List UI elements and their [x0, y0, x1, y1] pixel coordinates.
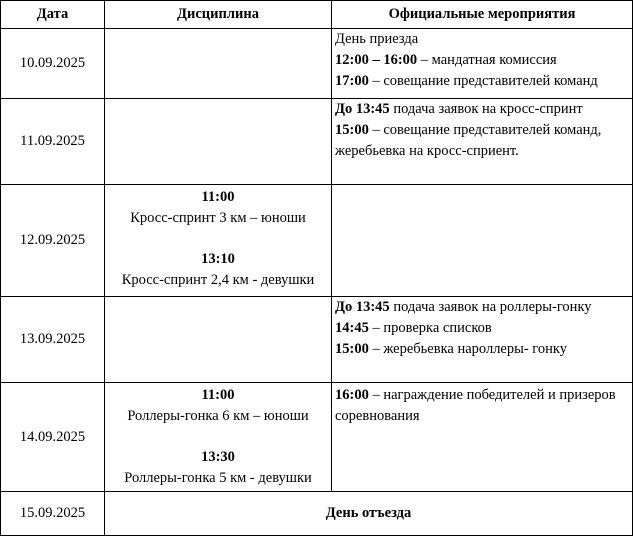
event-line: 17:00 – совещание представителей команд [335, 73, 598, 89]
event-time: 15:00 [335, 341, 369, 357]
event-time: 17:00 [335, 73, 369, 89]
departure-cell: День отъезда [105, 492, 633, 536]
header-date: Дата [1, 1, 105, 29]
discipline-name: Роллеры-гонка 5 км - девушки [124, 470, 312, 486]
table-row [1, 99, 633, 185]
discipline-time: 13:30 [201, 449, 235, 465]
header-row [1, 1, 633, 29]
discipline-time: 13:10 [201, 251, 235, 267]
date-cell: 14.09.2025 [1, 383, 105, 492]
discipline-time: 11:00 [201, 387, 235, 403]
event-time: 14:45 [335, 320, 369, 336]
table-row [1, 185, 633, 297]
events-cell [332, 29, 633, 99]
events-cell [332, 383, 633, 492]
event-line: 12:00 – 16:00 – мандатная комиссия [335, 52, 557, 68]
event-time: 16:00 [335, 387, 369, 403]
date-cell: 10.09.2025 [1, 29, 105, 99]
event-line: 14:45 – проверка списков [335, 320, 492, 336]
events-cell [332, 99, 633, 185]
event-time: 15:00 [335, 122, 369, 138]
discipline-cell [105, 383, 332, 492]
header-events: Официальные мероприятия [332, 1, 633, 29]
discipline-time: 11:00 [201, 189, 235, 205]
discipline-cell [105, 29, 332, 99]
date-cell: 12.09.2025 [1, 185, 105, 297]
event-line: 16:00 – награждение победителей и призеров соревнования [335, 387, 616, 424]
discipline-name: Кросс-спринт 2,4 км - девушки [121, 272, 315, 288]
header-discipline: Дисциплина [105, 1, 332, 29]
discipline-cell [105, 185, 332, 297]
discipline-name: Роллеры-гонка 6 км – юноши [127, 408, 309, 424]
events-cell [332, 297, 633, 383]
date-cell: 11.09.2025 [1, 99, 105, 185]
event-line: До 13:45 подача заявок на кросс-спринт [335, 101, 583, 117]
table-row [1, 492, 633, 536]
event-line: 15:00 – жеребьевка нароллеры- гонку [335, 341, 567, 357]
date-cell: 13.09.2025 [1, 297, 105, 383]
event-line: День приезда [335, 31, 419, 47]
discipline-name: Кросс-спринт 3 км – юноши [130, 210, 306, 226]
date-cell: 15.09.2025 [1, 492, 105, 536]
event-time: 12:00 – 16:00 [335, 52, 418, 68]
discipline-cell [105, 297, 332, 383]
table-row [1, 29, 633, 99]
table-row [1, 383, 633, 492]
event-line: 15:00 – совещание представителей команд, жеребьевка на кросс-сприент. [335, 122, 602, 159]
event-line: До 13:45 подача заявок на роллеры-гонку [335, 299, 592, 315]
events-cell [332, 185, 633, 297]
discipline-cell [105, 99, 332, 185]
event-time: До 13:45 [335, 299, 390, 315]
table-row [1, 297, 633, 383]
event-time: До 13:45 [335, 101, 390, 117]
